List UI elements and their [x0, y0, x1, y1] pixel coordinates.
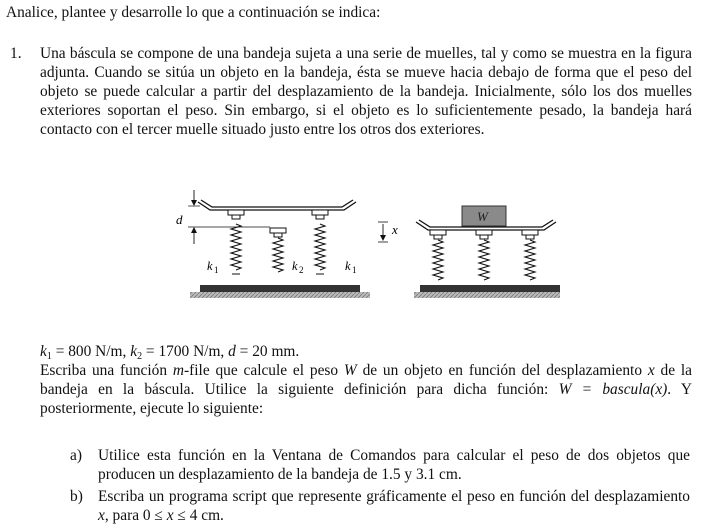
- tray: [198, 202, 356, 210]
- x-dimension: [378, 222, 398, 242]
- spring-right-3: [525, 240, 535, 280]
- problem-statement: [40, 44, 692, 139]
- spring-right-1: [433, 240, 443, 280]
- label-k2-sub: 2: [299, 265, 304, 275]
- spring-k2: [273, 238, 283, 272]
- subitem-b-text: Escriba un programa script que represente gráficamente el peso en función del desplazamiento x, para 0 ≤ x ≤ 4 cm.: [98, 488, 690, 524]
- subitem-b-label: b): [70, 488, 83, 505]
- task-description: Escriba una función m-file que calcule el peso W de un objeto en función del desplazamiento x de la bandeja en la báscula. Utilice la siguiente definición para dicha función: W = bascula(x). Y posteriormente, ejecute lo siguiente:: [40, 362, 692, 417]
- problem-text: Una báscula se compone de una bandeja sujeta a una serie de muelles, tal y como se muestra en la figura adjunta. Cuando se sitúa un objeto en la bandeja, ésta se mueve hacia debajo de forma que el peso del objeto se puede calcular a partir del desplazamiento de la bandeja. Inicialmente, sólo los dos muelles exteriores soportan el peso. Sin embargo, si el objeto es lo suficientemente pesado, la bandeja hará contacto con el tercer muelle situado justo entre los otros dos exteriores.: [40, 45, 692, 138]
- scale-figure: [170, 186, 560, 306]
- intro-text: Analice, plantee y desarrolle lo que a continuación se indica:: [6, 4, 381, 21]
- label-d: d: [176, 212, 183, 227]
- ground-hatch: [190, 292, 370, 298]
- scale-unloaded: [176, 190, 370, 298]
- constants-line: $k_1 = 800$ N/m, $k_2 = 1700$ N/m, d = 20 mm.: [40, 343, 300, 362]
- subitem-a-text: Utilice esta función en la Ventana de Comandos para calcular el peso de dos objetos que producen un desplazamiento de la bandeja de 1.5 y 3.1 cm.: [98, 447, 690, 483]
- label-k1-right-sub: 1: [352, 265, 357, 275]
- ground-hatch-right: [414, 292, 560, 298]
- label-x: x: [392, 222, 398, 237]
- label-W: W: [477, 209, 488, 224]
- label-k2: k: [292, 259, 298, 273]
- base-plate: [200, 285, 360, 292]
- base-plate-right: [420, 285, 560, 292]
- label-k1-left-sub: 1: [214, 265, 219, 275]
- subitem-a-label: a): [70, 447, 82, 464]
- label-k1-left: k: [207, 259, 213, 273]
- spring-right-2: [479, 240, 489, 280]
- scale-loaded: [414, 206, 560, 298]
- spring-k1-right: [315, 224, 325, 270]
- problem-number: 1.: [10, 45, 22, 62]
- spring-k1-left: [231, 224, 241, 270]
- label-k1-right: k: [345, 259, 351, 273]
